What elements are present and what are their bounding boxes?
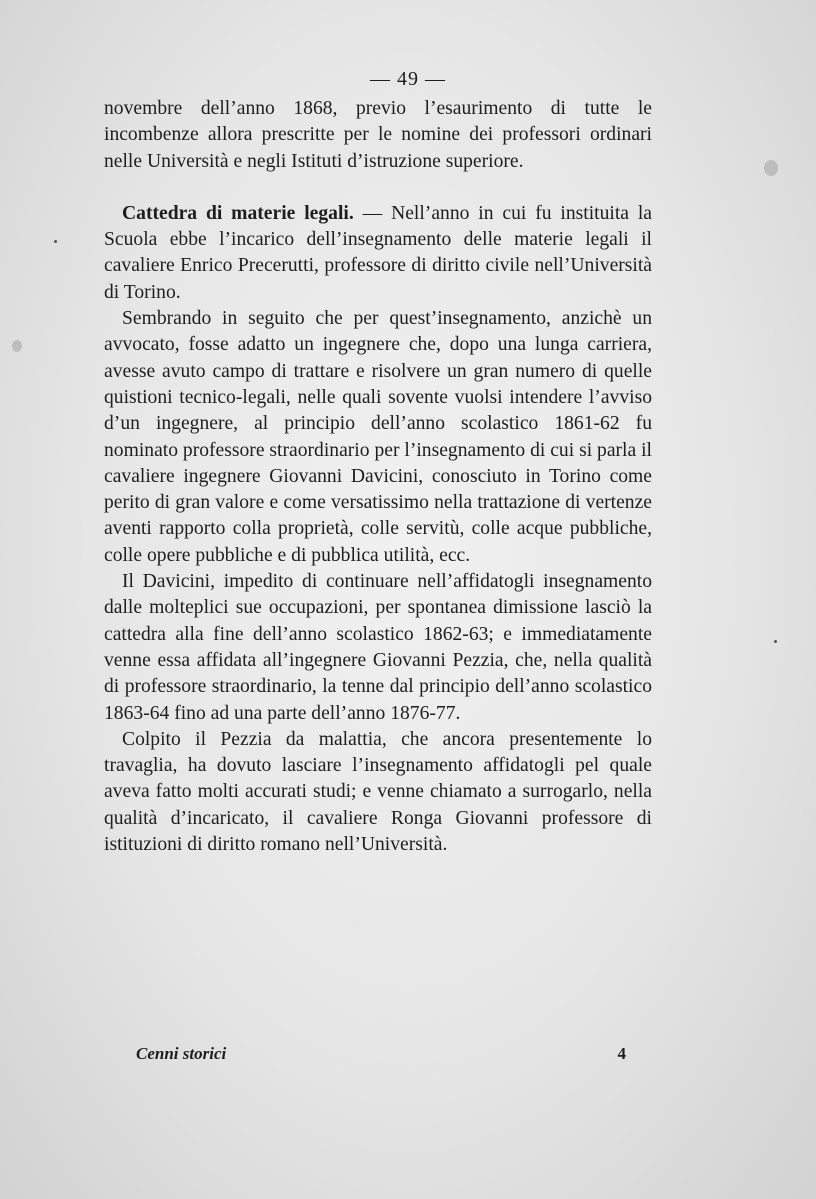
paper-stain (774, 640, 777, 643)
paper-stain (764, 160, 778, 176)
paragraph-text: novembre dell’anno 1868, previo l’esaurimento di tutte le incombenze allora prescritte per le nomine dei professori ordinari nelle Università e negli Istituti d’istruzione superiore. (104, 98, 652, 172)
paragraph-text: Sembrando in seguito che per quest’insegnamento, anzichè un avvocato, fosse adatto un ingegnere che, dopo una lunga carriera, avesse avuto campo di trattare e risolvere un gran numero di quelle quistioni tecnico-legali, nelle quali sovente vuolsi intendere l’avviso d’un ingegnere, al principio dell’anno scolastico 1861-62 fu nominato professore straordinario per l’insegnamento di cui si parla il cavaliere ingegnere Giovanni Davicini, conosciuto in Torino come perito di gran valore e come versatissimo nella trattazione di vertenze aventi rapporto colla proprietà, colle servitù, colle acque pubbliche, colle opere pubbliche e di pubblica utilità, ecc. (104, 308, 652, 566)
section-heading: Cattedra di materie legali. (122, 202, 354, 224)
paragraph-text: — Nell’anno in cui fu instituita la Scuola ebbe l’incarico dell’insegnamento delle materie legali il cavaliere Enrico Precerutti, professore di diritto civile nell’Università di Torino. (104, 202, 652, 303)
page-number: — 49 — (370, 68, 446, 90)
paragraph-text: Colpito il Pezzia da malattia, che ancora presentemente lo travaglia, ha dovuto lasciare l’insegnamento affidatogli pel quale aveva fatto molti accurati studi; e venne chiamato a surrogarlo, nella qualità d’incaricato, il cavaliere Ronga Giovanni professore di istituzioni di diritto romano nell’Università. (104, 728, 652, 856)
paragraph (104, 96, 652, 175)
paper-stain (54, 240, 57, 243)
paragraph (104, 569, 652, 727)
paper-stain (12, 340, 22, 352)
paragraph (104, 727, 652, 858)
paragraph (104, 306, 652, 569)
paragraph (104, 201, 652, 306)
paragraph-text: Il Davicini, impedito di continuare nell’affidatogli insegnamento dalle molteplici sue occupazioni, per spontanea dimissione lasciò la cattedra alla fine dell’anno scolastico 1862-63; e immediatamente venne essa affidata all’ingegnere Giovanni Pezzia, che, nella qualità di professore straordinario, la tenne dal principio dell’anno scolastico 1863-64 fino ad una parte dell’anno 1876-77. (104, 571, 652, 724)
signature-mark: Cenni storici (136, 1044, 227, 1063)
body-text (104, 96, 652, 858)
signature-number: 4 (617, 1044, 626, 1063)
